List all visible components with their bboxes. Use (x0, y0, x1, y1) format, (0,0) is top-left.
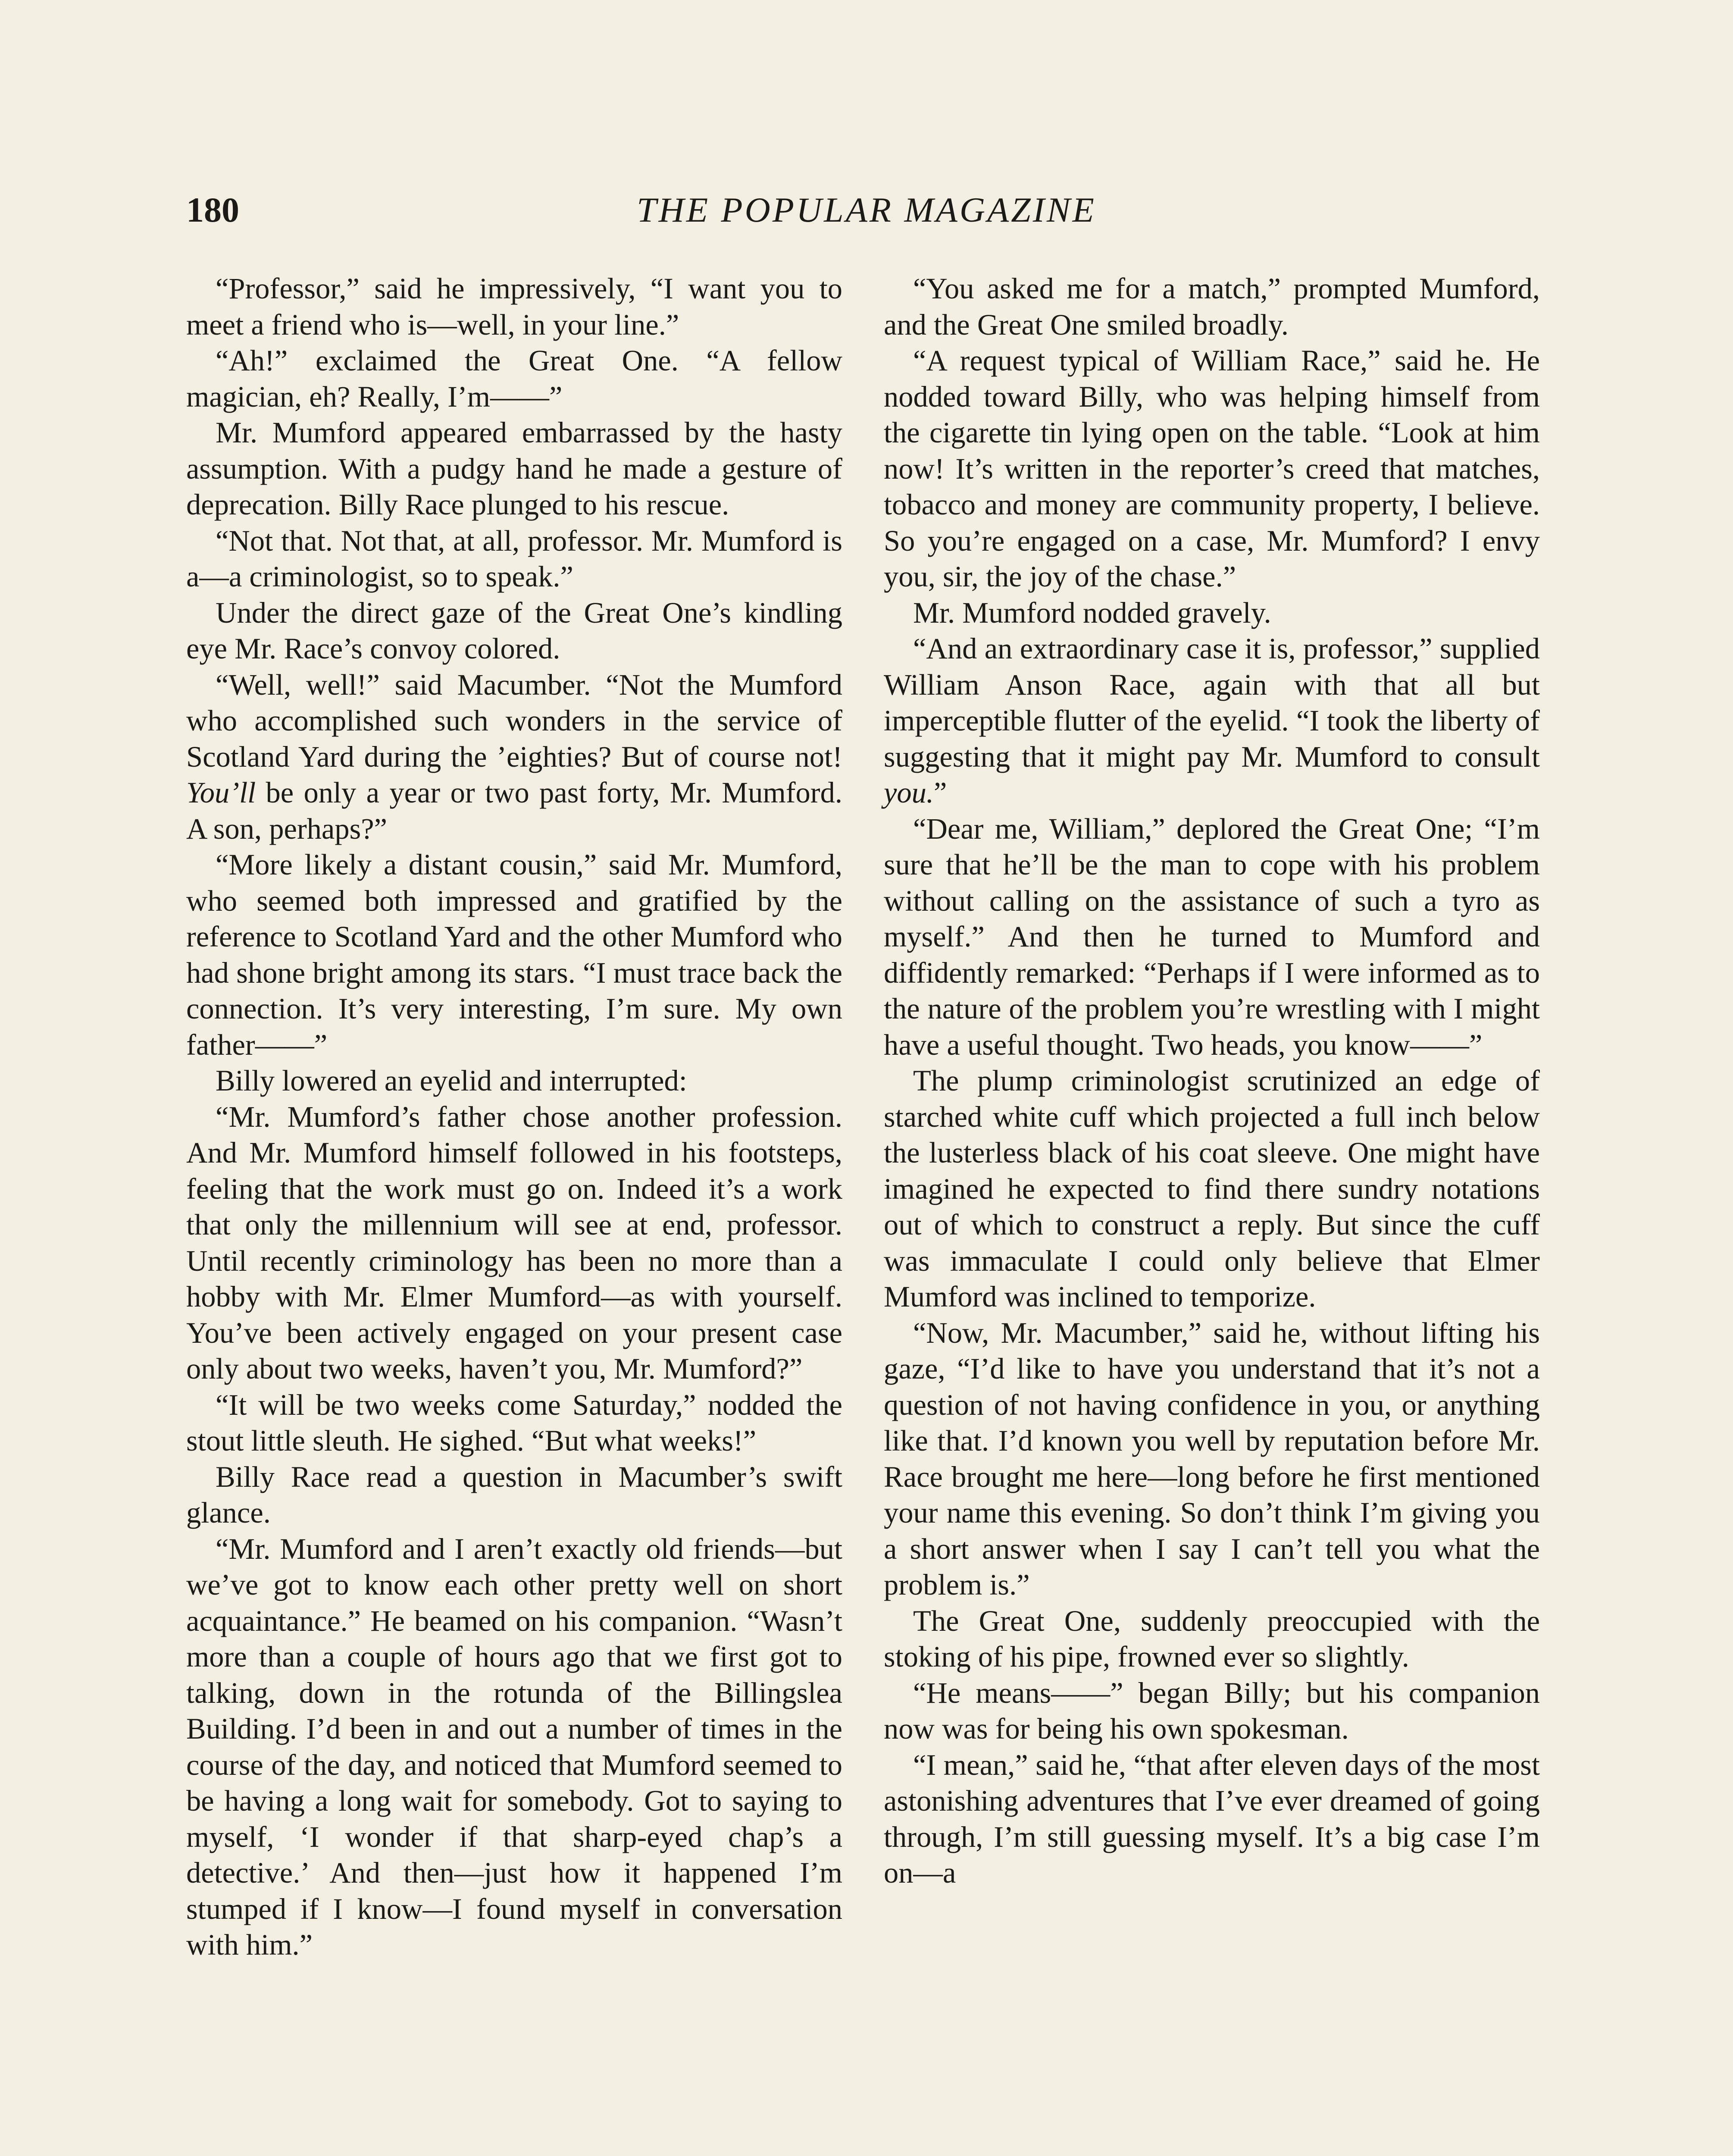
paragraph: “Mr. Mumford’s father chose another profession. And Mr. Mumford himself followed in his footsteps, feeling that the work must go on. Indeed it’s a work that only the millennium will see at end, professor. Until recently criminology has been no more than a hobby with Mr. Elmer Mumford—as with yourself. You’ve been actively engaged on your present case only about two weeks, haven’t you, Mr. Mumford?” (186, 1100, 842, 1385)
paragraph: “I mean,” said he, “that after eleven days of the most astonishing adventures that I’ve ever dreamed of going through, I’m still guessing myself. It’s a big case I’m on—a (884, 1748, 1540, 1889)
running-head: THE POPULAR MAGAZINE (637, 190, 1096, 229)
right-column (884, 271, 1540, 1891)
paragraph: Billy Race read a question in Macumber’s swift glance. (186, 1460, 842, 1529)
page-number: 180 (186, 190, 239, 229)
left-column (186, 271, 842, 1963)
paragraph: “Mr. Mumford and I aren’t exactly old friends—but we’ve got to know each other pretty well on short acquaintance.” He beamed on his companion. “Wasn’t more than a couple of hours ago that we first got to talking, down in the rotunda of the Billingslea Building. I’d been in and out a number of times in the course of the day, and noticed that Mumford seemed to be having a long wait for somebody. Got to saying to myself, ‘I wonder if that sharp-eyed chap’s a detective.’ And then—just how it happened I’m stumped if I know—I found myself in conversation with him.” (186, 1532, 842, 1961)
paragraph: “Dear me, William,” deplored the Great One; “I’m sure that he’ll be the man to cope with his problem without calling on the assistance of such a tyro as myself.” And then he turned to Mumford and diffidently remarked: “Perhaps if I were informed as to the nature of the problem you’re wrestling with I might have a useful thought. Two heads, you know——” (884, 812, 1540, 1061)
paragraph: “More likely a distant cousin,” said Mr. Mumford, who seemed both impressed and gratified by the reference to Scotland Yard and the other Mumford who had shone bright among its stars. “I must trace back the connection. It’s very interesting, I’m sure. My own father——” (186, 848, 842, 1061)
paragraph: “You asked me for a match,” prompted Mumford, and the Great One smiled broadly. (884, 272, 1540, 341)
paragraph: The Great One, suddenly preoccupied with the stoking of his pipe, frowned ever so slightly. (884, 1604, 1540, 1673)
paragraph: Mr. Mumford nodded gravely. (913, 596, 1271, 629)
paragraph: The plump criminologist scrutinized an edge of starched white cuff which projected a full inch below the lusterless black of his coat sleeve. One might have imagined he expected to find there sundry notations out of which to construct a reply. But since the cuff was immaculate I could only believe that Elmer Mumford was inclined to temporize. (884, 1064, 1540, 1313)
paragraph: “Now, Mr. Macumber,” said he, without lifting his gaze, “I’d like to have you understand that it’s not a question of not having confidence in you, or anything like that. I’d known you well by reputation before Mr. Race brought me here—long before he first mentioned your name this evening. So don’t think I’m giving you a short answer when I say I can’t tell you what the problem is.” (884, 1316, 1540, 1601)
emphasis: you. (884, 776, 934, 809)
emphasis: You’ll (186, 776, 256, 809)
paragraph: Mr. Mumford appeared embarrassed by the hasty assumption. With a pudgy hand he made a gesture of deprecation. Billy Race plunged to his rescue. (186, 416, 842, 521)
paragraph: “It will be two weeks come Saturday,” nodded the stout little sleuth. He sighed. “But what weeks!” (186, 1388, 842, 1457)
paragraph: “Professor,” said he impressively, “I want you to meet a friend who is—well, in your line.” (186, 272, 842, 341)
paragraph: “And an extraordinary case it is, professor,” supplied William Anson Race, again with that all but imperceptible flutter of the eyelid. “I took the liberty of suggesting that it might pay Mr. Mumford to consult you.” (884, 632, 1540, 809)
paragraph: Under the direct gaze of the Great One’s kindling eye Mr. Race’s convoy colored. (186, 596, 842, 665)
paragraph: “Ah!” exclaimed the Great One. “A fellow magician, eh? Really, I’m——” (186, 344, 842, 413)
paragraph: “Well, well!” said Macumber. “Not the Mumford who accomplished such wonders in the service of Scotland Yard during the ’eighties? But of course not! You’ll be only a year or two past forty, Mr. Mumford. A son, perhaps?” (186, 668, 842, 845)
paragraph: “He means——” began Billy; but his companion now was for being his own spokesman. (884, 1676, 1540, 1745)
paragraph: “Not that. Not that, at all, professor. Mr. Mumford is a—a criminologist, so to speak.” (186, 524, 842, 593)
paragraph: “A request typical of William Race,” said he. He nodded toward Billy, who was helping himself from the cigarette tin lying open on the table. “Look at him now! It’s written in the reporter’s creed that matches, tobacco and money are community property, I believe. So you’re engaged on a case, Mr. Mumford? I envy you, sir, the joy of the chase.” (884, 344, 1540, 593)
paragraph: Billy lowered an eyelid and interrupted: (216, 1064, 687, 1097)
